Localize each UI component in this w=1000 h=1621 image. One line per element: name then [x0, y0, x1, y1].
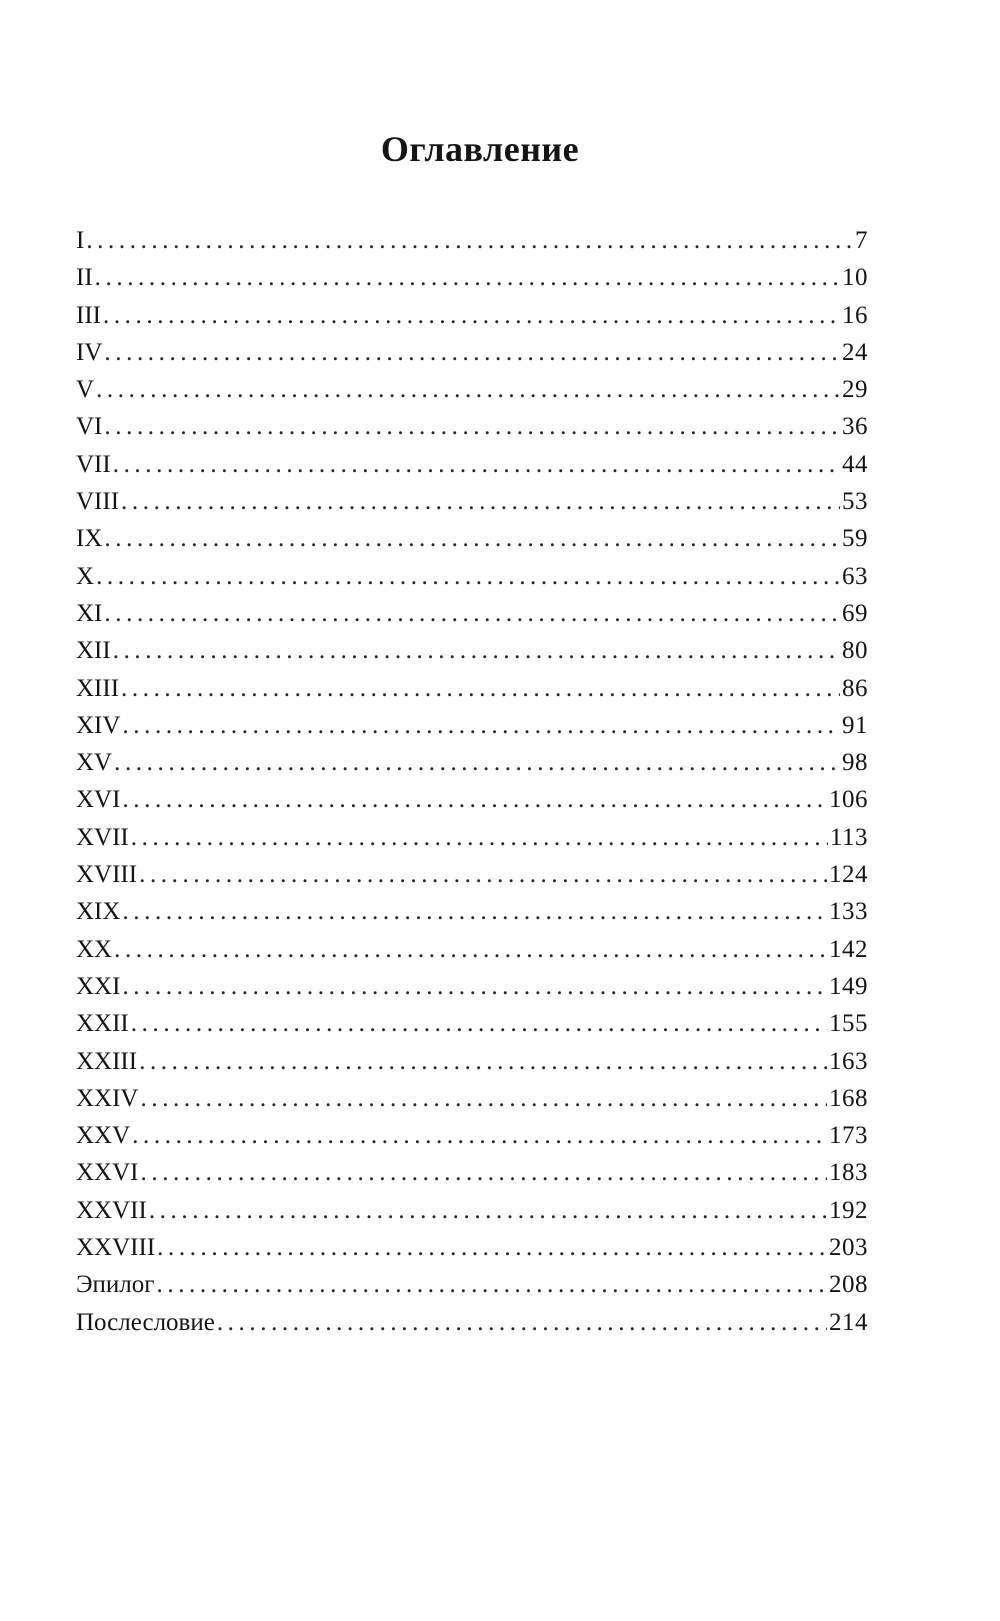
toc-entry[interactable]	[76, 781, 868, 818]
toc-entry-page: 133	[829, 898, 868, 926]
toc-entry-page: 192	[829, 1196, 868, 1224]
dot-leader	[96, 558, 840, 595]
toc-entry-label: XXVIII	[76, 1234, 156, 1262]
toc-entry[interactable]	[76, 931, 868, 968]
toc-entry-label: XXVI	[76, 1159, 139, 1187]
dot-leader	[157, 1229, 827, 1266]
toc-entry-page: 113	[829, 823, 868, 851]
toc-entry-page: 29	[842, 376, 868, 404]
toc-entry-page: 36	[842, 413, 868, 441]
dot-leader	[139, 1043, 827, 1080]
dot-leader	[122, 893, 827, 930]
toc-entry-label: IX	[76, 525, 103, 553]
dot-leader	[122, 968, 827, 1005]
toc-entry[interactable]	[76, 856, 868, 893]
dot-leader	[131, 1005, 827, 1042]
toc-entry[interactable]	[76, 1266, 868, 1303]
toc-entry[interactable]	[76, 632, 868, 669]
toc-entry-label: VII	[76, 450, 111, 478]
toc-entry-page: 124	[829, 861, 868, 889]
toc-entry-label: XII	[76, 637, 111, 665]
dot-leader	[104, 408, 840, 445]
toc-entry-label: XX	[76, 935, 113, 963]
dot-leader	[95, 259, 840, 296]
toc-entry-page: 44	[842, 450, 868, 478]
dot-leader	[122, 781, 827, 818]
toc-entry[interactable]	[76, 297, 868, 334]
dot-leader	[96, 371, 840, 408]
dot-leader	[157, 1266, 828, 1303]
toc-entry[interactable]	[76, 558, 868, 595]
toc-entry-label: X	[76, 562, 95, 590]
toc-entry-page: 10	[842, 264, 868, 292]
toc-entry-label: XVIII	[76, 861, 138, 889]
toc-entry-label: XV	[76, 749, 113, 777]
table-of-contents	[76, 222, 868, 1341]
toc-entry[interactable]	[76, 1154, 868, 1191]
toc-entry-page: 142	[829, 935, 868, 963]
toc-entry-label: I	[76, 227, 85, 254]
toc-entry[interactable]	[76, 1080, 868, 1117]
toc-entry[interactable]	[76, 1043, 868, 1080]
toc-entry[interactable]	[76, 371, 868, 408]
toc-entry[interactable]	[76, 222, 868, 259]
toc-entry-page: 106	[829, 786, 868, 814]
page-title: Оглавление	[380, 129, 580, 169]
toc-entry-label: XXVII	[76, 1196, 147, 1224]
toc-entry[interactable]	[76, 483, 868, 520]
toc-entry[interactable]	[76, 520, 868, 557]
toc-entry[interactable]	[76, 1304, 868, 1341]
toc-entry-page: 203	[829, 1234, 868, 1262]
toc-entry[interactable]	[76, 968, 868, 1005]
toc-entry-page: 59	[842, 525, 868, 553]
toc-entry-label: XIX	[76, 898, 121, 926]
dot-leader	[104, 334, 840, 371]
toc-entry-label: Послесловие	[76, 1308, 215, 1336]
dot-leader	[131, 819, 828, 856]
toc-entry-page: 214	[829, 1308, 868, 1336]
dot-leader	[121, 670, 840, 707]
toc-entry-label: XVI	[76, 786, 121, 814]
toc-entry-page: 86	[842, 674, 868, 702]
toc-entry-label: XIV	[76, 711, 121, 739]
toc-entry-label: II	[76, 264, 93, 292]
toc-entry[interactable]	[76, 1117, 868, 1154]
dot-leader	[104, 595, 840, 632]
dot-leader	[139, 856, 827, 893]
toc-entry-page: 208	[829, 1271, 868, 1299]
dot-leader	[104, 520, 840, 557]
toc-entry[interactable]	[76, 670, 868, 707]
dot-leader	[103, 297, 840, 334]
toc-entry-page: 53	[842, 488, 868, 516]
toc-entry-page: 173	[829, 1122, 868, 1150]
toc-entry[interactable]	[76, 1229, 868, 1266]
dot-leader	[113, 632, 840, 669]
toc-entry-label: XXIII	[76, 1047, 138, 1075]
dot-leader	[132, 1117, 827, 1154]
toc-entry-page: 149	[829, 972, 868, 1000]
dot-leader	[86, 222, 853, 259]
toc-entry-page: 155	[829, 1010, 868, 1038]
toc-entry[interactable]	[76, 819, 868, 856]
toc-entry-label: XVII	[76, 823, 129, 851]
toc-entry-page: 69	[842, 599, 868, 627]
toc-entry-page: 16	[842, 301, 868, 329]
toc-entry[interactable]	[76, 744, 868, 781]
toc-entry-label: Эпилог	[76, 1271, 155, 1299]
toc-entry-label: XI	[76, 599, 103, 627]
toc-entry[interactable]	[76, 595, 868, 632]
toc-entry-page: 168	[829, 1084, 868, 1112]
dot-leader	[141, 1080, 828, 1117]
dot-leader	[121, 483, 840, 520]
toc-entry-page: 63	[842, 562, 868, 590]
toc-entry-label: XXII	[76, 1010, 129, 1038]
toc-entry-page: 80	[842, 637, 868, 665]
toc-entry-label: III	[76, 301, 101, 329]
toc-entry-label: XXI	[76, 972, 121, 1000]
toc-entry-page: 91	[842, 711, 868, 739]
toc-entry[interactable]	[76, 259, 868, 296]
toc-entry-page: 7	[855, 227, 868, 254]
toc-entry-label: VIII	[76, 488, 120, 516]
dot-leader	[141, 1154, 828, 1191]
toc-entry[interactable]	[76, 707, 868, 744]
dot-leader	[113, 446, 840, 483]
toc-entry[interactable]	[76, 334, 868, 371]
toc-entry-page: 24	[842, 338, 868, 366]
dot-leader	[114, 744, 840, 781]
toc-entry-label: XXV	[76, 1122, 131, 1150]
toc-entry[interactable]	[76, 893, 868, 930]
toc-entry[interactable]	[76, 1192, 868, 1229]
toc-entry-label: XIII	[76, 674, 120, 702]
toc-entry-label: VI	[76, 413, 103, 441]
dot-leader	[122, 707, 840, 744]
toc-entry[interactable]	[76, 446, 868, 483]
toc-entry[interactable]	[76, 408, 868, 445]
toc-entry-label: XXIV	[76, 1084, 139, 1112]
dot-leader	[114, 931, 827, 968]
dot-leader	[149, 1192, 827, 1229]
toc-entry[interactable]	[76, 1005, 868, 1042]
toc-entry-page: 163	[829, 1047, 868, 1075]
dot-leader	[217, 1304, 827, 1341]
toc-entry-label: IV	[76, 338, 103, 366]
toc-entry-label: V	[76, 376, 95, 404]
toc-entry-page: 98	[842, 749, 868, 777]
toc-entry-page: 183	[829, 1159, 868, 1187]
